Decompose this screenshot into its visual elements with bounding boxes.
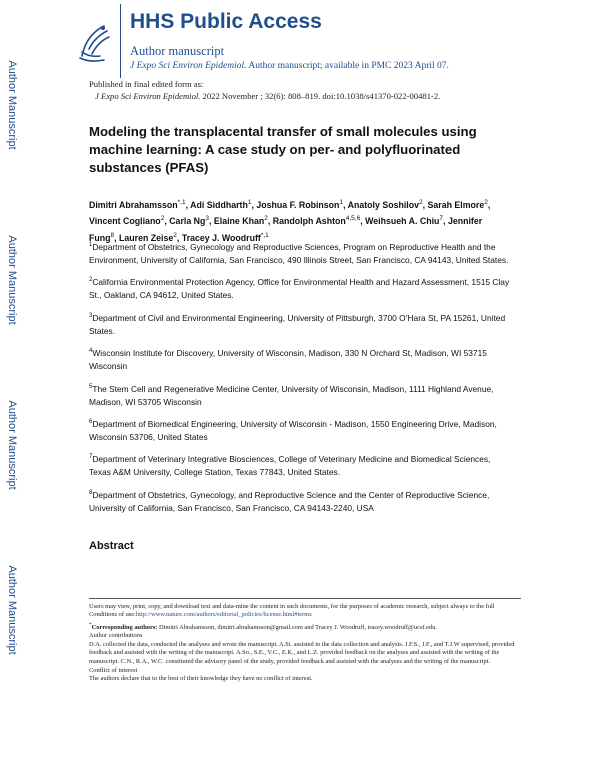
affiliation-text: Department of Veterinary Integrative Biosciences, College of Veterinary Medicine and Biomedical Sciences, Texas A&M University, College Station, Texas 77843, United States. [89,454,491,478]
author-affiliation-marker: *,1 [260,231,269,239]
affiliation-text: Wisconsin Institute for Discovery, University of Wisconsin, Madison, 330 N Orchard St, Madison, WI 53715 Wisconsin [89,347,487,372]
citation: J Expo Sci Environ Epidemiol. 2022 November ; 32(6): 808–819. doi:10.1038/s41370-022-00481-2. [95,91,441,101]
affiliation [89,487,514,515]
author-affiliation-marker: 2 [264,215,268,223]
author-affiliation-marker: 1 [339,199,344,206]
affiliation-text: Department of Obstetrics, Gynecology, and Reproductive Science and the Center of Reproductive Science, University of California, San Francisco, San Francisco, CA 94143-2240, USA [89,489,490,513]
side-label-author-manuscript: Author Manuscript [6,60,18,150]
affiliation-number: 8 [89,489,93,496]
affiliation-number: 5 [89,383,93,390]
author-name: Dimitri Abrahamsson [89,199,178,210]
affiliation [89,274,514,302]
author-name: Vincent Cogliano [89,216,161,227]
contrib-heading: Author contributions [89,632,143,640]
journal-availability: J Expo Sci Environ Epidemiol. Author manuscript; available in PMC 2023 April 07. [130,61,449,71]
author-name: Adi Siddharth [190,199,248,210]
affiliation [89,345,514,373]
author-affiliation-marker: 8 [110,231,115,239]
contrib-text: D.A. collected the data, conducted the analyses and wrote the manuscript. A.Si. assisted in the data collection and analysis. J.F.S., J.F., and T.J.W supervised, provided feedback and assisted with the writing of the manuscript. A.So., S.E., V.C., E.K., and L.Z. provided feedback on the analyses and assisted with the writing of the manuscript. C.N., R.A., W.C. constituted the advisory panel of the study, provided feedback and assisted with the analyses and the writing of the manuscript. [89,640,515,665]
author-affiliation-marker: 2 [173,231,177,239]
author-affiliation-marker: 2 [160,215,165,223]
affiliation [89,451,514,479]
author-name: Anatoly Soshilov [347,199,419,210]
author-affiliation-marker: 2 [419,199,423,206]
hhs-eagle-icon [76,22,112,66]
author-affiliation-marker: 2 [484,199,488,206]
article-title: Modeling the transplacental transfer of small molecules using machine learning: A case study on per- and polyfluorinated substances (PFAS) [89,124,477,175]
author-name: Carla Ng [169,216,206,227]
author-list: Dimitri Abrahamsson$^{*,1}$, Adi Siddharth$^1$, Joshua F. Robinson$^1$, Anatoly Soshilov$^2$, Sarah Elmore$^2$, Vincent Cogliano$^2$, Carla Ng$^3$, Elaine Khan$^2$, Randolph Ashton$^{4,5,6}$, Weihsueh A. Chiu$^7$, Jennifer Fung$^8$, Lauren Zeise$^2$, Tracey J. Woodruff$^{*,1}$ [89,199,491,243]
author-name: Tracey J. Woodruff [181,232,261,243]
footnotes [89,603,521,684]
affiliation [89,381,514,409]
hhs-title: HHS Public Access [130,10,322,33]
author-name: Randolph Ashton [272,216,346,227]
affiliation-number: 3 [89,312,93,319]
affiliation-number: 1 [89,242,93,248]
author-affiliation-marker: 3 [205,215,210,223]
author-manuscript-label: Author manuscript [130,44,225,58]
author-name: Lauren Zeise [119,232,174,243]
affiliation-number: 6 [89,418,93,425]
abstract-heading: Abstract [89,540,134,552]
author-name: Jennifer Fung [89,216,483,243]
affiliation-number: 7 [89,454,93,461]
affiliation-text: Department of Civil and Environmental Engineering, University of Pittsburgh, 3700 O’Hara St, PA 15261, United States. [89,312,506,336]
author-name: Sarah Elmore [427,199,485,210]
affiliation-text: Department of Obstetrics, Gynecology and Reproductive Sciences, Program on Reproductive Health and the Environment, University of California, San Francisco, 490 Illinois Street, San Francisco, CA 94143, United States. [89,241,509,266]
affiliation-number: 4 [89,348,93,355]
affiliation-number: 2 [89,277,93,284]
published-label: Published in final edited form as: [89,79,204,89]
author-name: Joshua F. Robinson [256,199,340,210]
author-affiliation-marker: 1 [247,199,252,206]
terms-link[interactable]: http://www.nature.com/authors/editorial_policies/license.html#terms [135,611,312,619]
corresponding-authors: *Corresponding authors: Dimitri Abrahamsson, dimitri.abrahamsson@gmail.com and Tracey J. Woodruff, tracey.woodruff@ucsf.edu. [89,621,437,631]
author-affiliation-marker: *,1 [177,199,186,206]
author-affiliation-marker: 7 [439,215,444,223]
publication-info [89,78,589,102]
affiliation [89,239,514,267]
author-name: Weihsueh A. Chiu [365,216,440,227]
conflict-text: The authors declare that to the best of their knowledge they have no conflict of interest. [89,675,313,683]
author-name: Elaine Khan [213,216,265,227]
terms-of-use: Users may view, print, copy, and download text and data-mine the content in such documents, for the purposes of academic research, subject always to the full Conditions of use:http://www.nature.com/authors/editorial_policies/license.html#terms [89,603,495,619]
side-label-author-manuscript: Author Manuscript [6,400,18,490]
affiliation-text: Department of Biomedical Engineering, University of Wisconsin - Madison, 1550 Engineering Drive, Madison, Wisconsin 53706, United States [89,418,497,443]
affiliation [89,416,514,444]
side-label-author-manuscript: Author Manuscript [6,235,18,325]
affiliation-text: The Stem Cell and Regenerative Medicine Center, University of Wisconsin, Madison, 1111 Highland Avenue, Madison, WI 53705 Wisconsin [89,383,494,407]
author-affiliation-marker: 4,5,6 [345,215,361,223]
affiliations [89,239,514,522]
affiliation-text: California Environmental Protection Agency, Office for Environmental Health and Hazard Assessment, 1515 Clay St., Oakland, CA 94612, United States. [89,277,510,301]
header-divider [120,4,121,78]
conflict-heading: Conflict of interest [89,666,138,674]
hhs-header [0,4,600,76]
footnote-divider [89,598,521,599]
affiliation [89,310,514,338]
side-label-author-manuscript: Author Manuscript [6,565,18,655]
